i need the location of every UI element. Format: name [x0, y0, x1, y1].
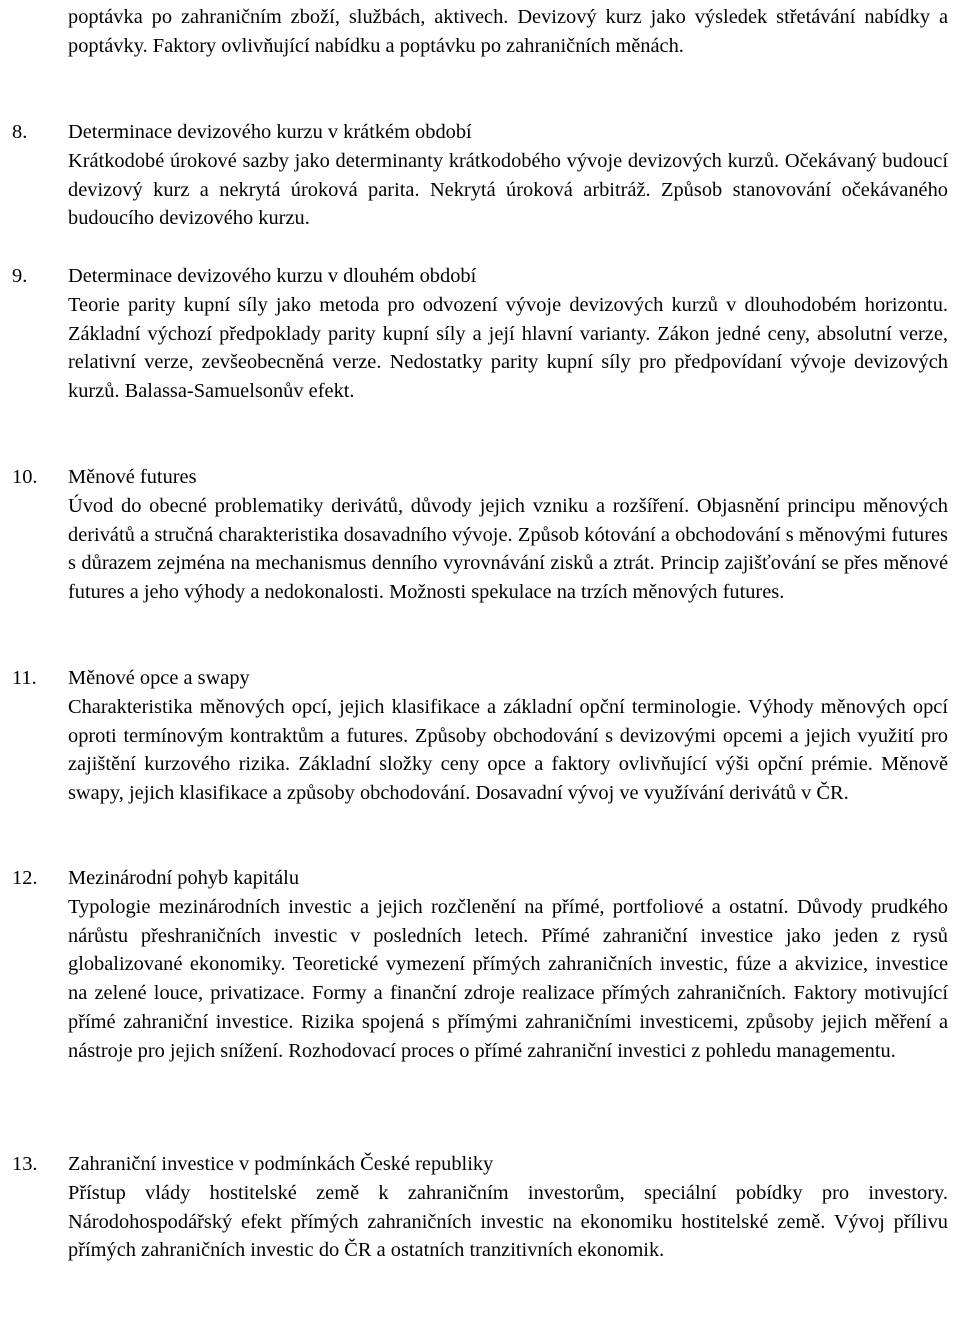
- continued-paragraph: poptávka po zahraničním zboží, službách, aktivech. Devizový kurz jako výsledek střetávání nabídky a poptávky. Faktory ovlivňující nabídku a poptávku po zahraničních měnách.: [68, 6, 948, 57]
- section-title: Determinace devizového kurzu v dlouhém období: [68, 265, 477, 287]
- section-number: 8.: [12, 121, 28, 143]
- section-number: 9.: [12, 265, 28, 287]
- section-text: Charakteristika měnových opcí, jejich klasifikace a základní opční terminologie. Výhody měnových opcí oproti termínovým kontraktům a futures. Způsoby obchodování s devizovými opcemi a jejich využití pro zajištění kurzového rizika. Základní složky ceny opce a faktory ovlivňující výši opční prémie. Měnově swapy, jejich klasifikace a způsoby obchodování. Dosavadní vývoj ve využívání derivátů v ČR.: [68, 695, 948, 804]
- section-text: Přístup vlády hostitelské země k zahraničním investorům, speciální pobídky pro investory. Národohospodářský efekt přímých zahraničních investic na ekonomiku hostitelské země. Vývoj přílivu přímých zahraničních investic do ČR a ostatních tranzitivních ekonomik.: [68, 1181, 948, 1262]
- section-number: 11.: [12, 667, 37, 689]
- section-title: Měnové opce a swapy: [68, 667, 250, 689]
- section-text: Úvod do obecné problematiky derivátů, důvody jejich vzniku a rozšíření. Objasnění principu měnových derivátů a stručná charakteristika dosavadního vývoje. Způsob kótování a obchodování s měnovými futures s důrazem zejména na mechanismus denního vyrovnávání zisků a ztrát. Princip zajišťování se přes měnové futures a jeho výhody a nedokonalosti. Možnosti spekulace na trzích měnových futures.: [68, 494, 948, 603]
- section-title: Zahraniční investice v podmínkách České republiky: [68, 1153, 494, 1175]
- section-number: 12.: [12, 867, 38, 889]
- section-title: Měnové futures: [68, 466, 197, 488]
- section-text: Typologie mezinárodních investic a jejich rozčlenění na přímé, portfoliové a ostatní. Důvody prudkého nárůstu přeshraničních investic v posledních letech. Přímé zahraniční investice jako jeden z rysů globalizované ekonomiky. Teoretické vymezení přímých zahraničních investic, fúze a akvizice, investice na zelené louce, privatizace. Formy a finanční zdroje realizace přímých zahraničních. Faktory motivující přímé zahraniční investice. Rizika spojená s přímými zahraničními investicemi, způsoby jejich měření a nástroje pro jejich snížení. Rozhodovací proces o přímé zahraniční investici z pohledu managementu.: [68, 895, 948, 1062]
- section-title: Mezinárodní pohyb kapitálu: [68, 867, 300, 889]
- section-text: Teorie parity kupní síly jako metoda pro odvození vývoje devizových kurzů v dlouhodobém horizontu. Základní výchozí předpoklady parity kupní síly a její hlavní varianty. Zákon jedné ceny, absolutní verze, relativní verze, zevšeobecněná verze. Nedostatky parity kupní síly pro předpovídaní vývoje devizových kurzů. Balassa-Samuelsonův efekt.: [68, 293, 948, 402]
- section-number: 10.: [12, 466, 38, 488]
- section-number: 13.: [12, 1153, 38, 1175]
- section-title: Determinace devizového kurzu v krátkém období: [68, 121, 472, 143]
- section-text: Krátkodobé úrokové sazby jako determinanty krátkodobého vývoje devizových kurzů. Očekávaný budoucí devizový kurz a nekrytá úroková parita. Nekrytá úroková arbitráž. Způsob stanovování očekávaného budoucího devizového kurzu.: [68, 149, 948, 230]
